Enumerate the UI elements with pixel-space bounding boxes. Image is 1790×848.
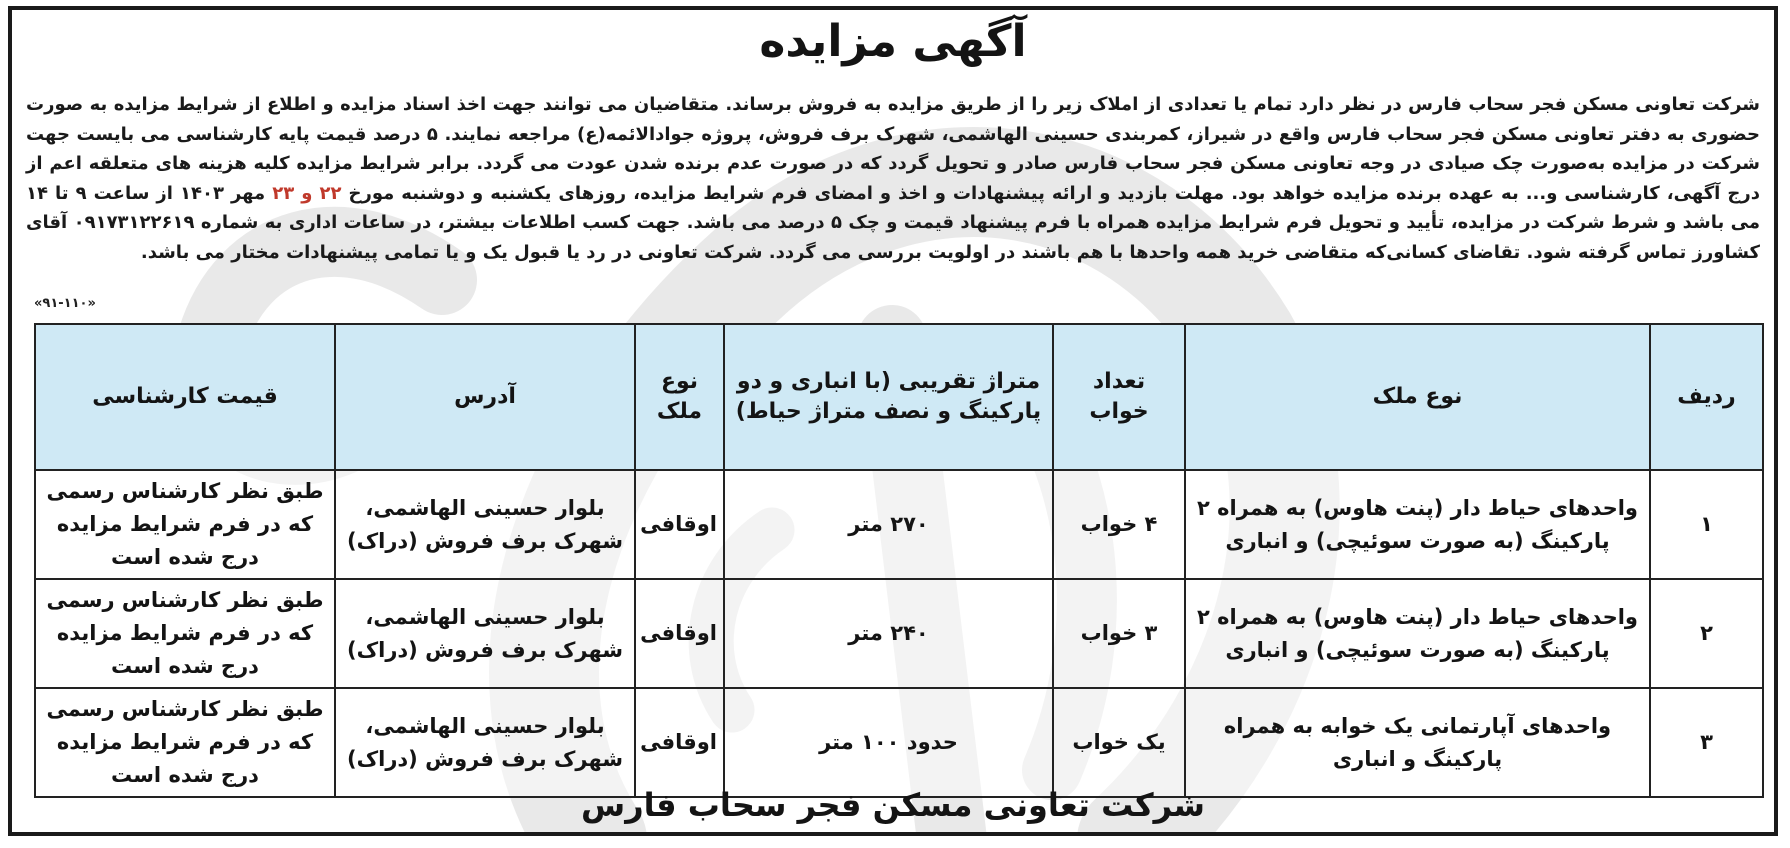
header-property-type: نوع ملک (1185, 324, 1650, 470)
cell-price: طبق نظر کارشناس رسمی که در فرم شرایط مزایده درج شده است (35, 579, 335, 688)
cell-price: طبق نظر کارشناس رسمی که در فرم شرایط مزایده درج شده است (35, 688, 335, 797)
cell-address: بلوار حسینی الهاشمی، شهرک برف فروش (دراک) (335, 470, 635, 579)
cell-property-type: واحدهای آپارتمانی یک خوابه به همراه پارکینگ و انباری (1185, 688, 1650, 797)
cell-property-type: واحدهای حیاط دار (پنت هاوس) به همراه ۲ پارکینگ (به صورت سوئیچی) و انباری (1185, 470, 1650, 579)
header-area: متراژ تقریبی (با انباری و دو پارکینگ و نصف متراژ حیاط) (724, 324, 1053, 470)
cell-price: طبق نظر کارشناس رسمی که در فرم شرایط مزایده درج شده است (35, 470, 335, 579)
table-row (35, 688, 1763, 797)
cell-area: ۲۷۰ متر (724, 470, 1053, 579)
header-row-number: ردیف (1650, 324, 1763, 470)
cell-row-number: ۳ (1650, 688, 1763, 797)
intro-date-highlight: ۲۲ و ۲۳ (272, 182, 342, 204)
cell-bedrooms: ۴ خواب (1053, 470, 1185, 579)
cell-bedrooms: یک خواب (1053, 688, 1185, 797)
cell-bedrooms: ۳ خواب (1053, 579, 1185, 688)
header-address: آدرس (335, 324, 635, 470)
cell-property-type: واحدهای حیاط دار (پنت هاوس) به همراه ۲ پارکینگ (به صورت سوئیچی) و انباری (1185, 579, 1650, 688)
advertisement-frame (8, 6, 1778, 836)
header-bedrooms: تعداد خواب (1053, 324, 1185, 470)
cell-address: بلوار حسینی الهاشمی، شهرک برف فروش (دراک) (335, 688, 635, 797)
header-price: قیمت کارشناسی (35, 324, 335, 470)
company-signature: شرکت تعاونی مسکن فجر سحاب فارس (581, 786, 1205, 824)
intro-text-2: مهر ۱۴۰۳ از ساعت ۹ تا ۱۴ می باشد و شرط شرکت در مزایده، تأیید و تحویل فرم شرایط مزایده همراه با فرم پیشنهاد قیمت و چک ۵ درصد می باشد. جهت کسب اطلاعات بیشتر، در ساعات اداری به شماره ۰۹۱۷۳۱۲۲۶۱۹ آقای کشاورز تماس گرفته شود. تقاضای کسانی‌که متقاضی خرید همه واحدها با هم باشند در اولویت بررسی می گردد. شرکت تعاونی در رد یا قبول یک و یا تمامی پیشنهادات مختار می باشد. (26, 182, 1761, 263)
table-header-row (35, 324, 1763, 470)
cell-address: بلوار حسینی الهاشمی، شهرک برف فروش (دراک) (335, 579, 635, 688)
table-row (35, 579, 1763, 688)
cell-row-number: ۲ (1650, 579, 1763, 688)
cell-area: حدود ۱۰۰ متر (724, 688, 1053, 797)
table-row (35, 470, 1763, 579)
intro-paragraph (26, 90, 1760, 267)
page-title: آگهی مزایده (759, 16, 1027, 67)
properties-table (34, 323, 1764, 798)
cell-row-number: ۱ (1650, 470, 1763, 579)
cell-area: ۲۴۰ متر (724, 579, 1053, 688)
intro-text-1: شرکت تعاونی مسکن فجر سحاب فارس در نظر دارد تمام یا تعدادی از املاک زیر را از طریق مزایده به فروش برساند. متقاضیان می توانند جهت اخذ اسناد مزایده و اطلاع از شرایط مزایده به صورت حضوری به دفتر تعاونی مسکن فجر سحاب فارس واقع در شیراز، کمربندی حسینی الهاشمی، شهرک برف فروش، پروژه جوادالائمه(ع) مراجعه نمایند. ۵ درصد قیمت پایه کارشناسی می بایست جهت شرکت در مزایده به‌صورت چک صیادی در وجه تعاونی مسکن فجر سحاب فارس صادر و تحویل گردد که در صورت عدم برنده شدن عودت می گردد. برابر شرایط مزایده کلیه هزینه های متعلقه اعم از درج آگهی، کارشناسی و... به عهده برنده مزایده خواهد بود. مهلت بازدید و ارائه پیشنهادات و اخذ و امضای فرم شرایط مزایده، روزهای یکشنبه و دوشنبه مورخ (26, 94, 1760, 204)
ad-code: «۹۱-۱۱۰» (34, 296, 96, 311)
cell-ownership: اوقافی (635, 688, 724, 797)
cell-ownership: اوقافی (635, 470, 724, 579)
cell-ownership: اوقافی (635, 579, 724, 688)
header-ownership: نوع ملک (635, 324, 724, 470)
